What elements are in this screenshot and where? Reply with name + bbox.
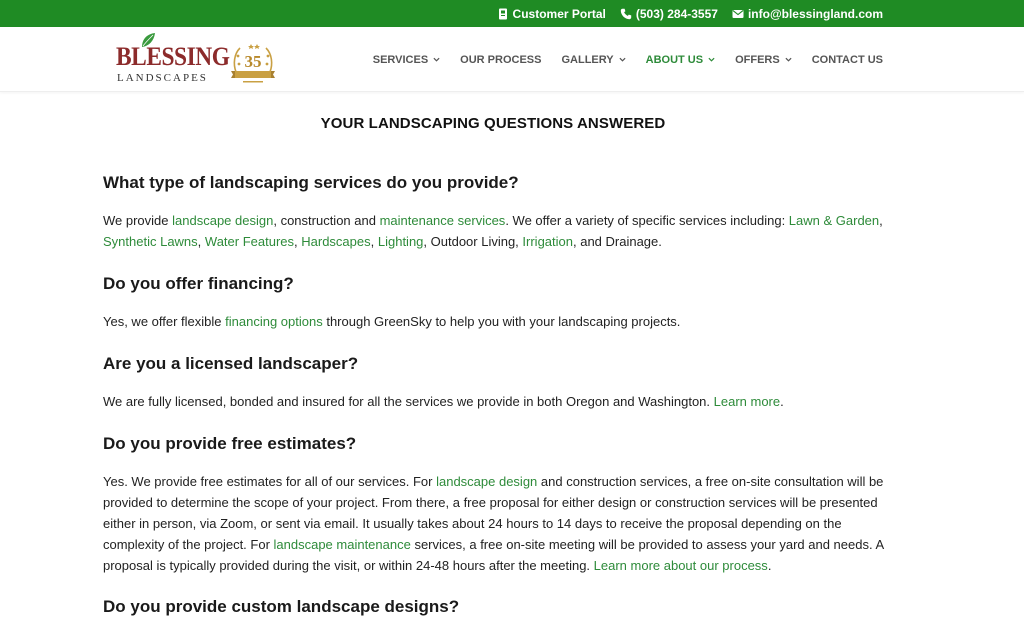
nav-services[interactable] [373, 54, 440, 66]
chevron-down-icon [708, 56, 715, 63]
hardscapes-link[interactable]: Hardscapes [301, 234, 371, 249]
answer-text: , Outdoor Living, [423, 234, 523, 249]
portal-icon [497, 8, 509, 20]
nav-contact-us[interactable] [812, 54, 883, 66]
answer-text: We are fully licensed, bonded and insured for all the services we provide in both Oregon and Washington. [103, 394, 714, 409]
email-link[interactable] [732, 7, 883, 21]
faq-answer-estimates [103, 471, 893, 576]
answer-text: , [294, 234, 302, 249]
lighting-link[interactable]: Lighting [377, 234, 424, 249]
email-label: info@blessingland.com [747, 6, 883, 21]
answer-text: , construction and [273, 213, 380, 228]
logo-wordmark: BLESSING [116, 42, 230, 71]
answer-text: , and Drainage. [572, 234, 662, 249]
phone-icon [620, 8, 632, 20]
nav-our-process-label: OUR PROCESS [460, 53, 542, 66]
answer-text: through GreenSky to help you with your landscaping projects. [322, 314, 681, 329]
answer-text: and construction services, a free on-site consultation will be provided to determine the scope of your project. From there, a free proposal for either design or construction services will be presented either in person, via Zoom, or sent via email. It usually takes about 24 hours to 14 days to receive the proposal depending on the complexity of the project. For [103, 474, 884, 552]
answer-text: We provide [103, 213, 173, 228]
anniversary-badge-icon [230, 42, 276, 86]
site-header [0, 27, 1024, 92]
nav-offers-label: OFFERS [735, 53, 780, 66]
phone-label: (503) 284-3557 [635, 6, 718, 21]
answer-text: , [879, 213, 883, 228]
answer-text: . [780, 394, 784, 409]
customer-portal-link[interactable] [497, 7, 606, 21]
faq-question-financing: Do you offer financing? [103, 274, 294, 293]
learn-more-link[interactable]: Learn more [713, 394, 781, 409]
nav-contact-us-label: CONTACT US [811, 53, 883, 66]
financing-options-link[interactable]: financing options [225, 314, 323, 329]
answer-text: . We offer a variety of specific services including: [505, 213, 789, 228]
logo-subtitle: LANDSCAPES [117, 72, 208, 84]
nav-about-us-label: ABOUT US [645, 53, 704, 66]
faq-answer-financing [103, 311, 893, 332]
faq-answer-licensed [103, 391, 893, 412]
answer-text: , [370, 234, 378, 249]
landscape-maintenance-link[interactable]: landscape maintenance [273, 537, 411, 552]
answer-text: . [767, 558, 772, 573]
main-nav [353, 27, 883, 92]
logo[interactable] [114, 29, 230, 85]
badge-number: 35 [244, 52, 262, 71]
phone-link[interactable] [620, 7, 718, 21]
nav-gallery-label: GALLERY [561, 53, 614, 66]
lawn-garden-link[interactable]: Lawn & Garden [788, 213, 880, 228]
answer-text: , [197, 234, 205, 249]
page-title: YOUR LANDSCAPING QUESTIONS ANSWERED [320, 115, 666, 132]
top-bar [0, 0, 1024, 27]
synthetic-lawns-link[interactable]: Synthetic Lawns [103, 234, 198, 249]
chevron-down-icon [785, 56, 792, 63]
chevron-down-icon [619, 56, 626, 63]
faq-question-licensed: Are you a licensed landscaper? [103, 354, 359, 373]
landscape-design-link[interactable]: landscape design [172, 213, 274, 228]
water-features-link[interactable]: Water Features [204, 234, 295, 249]
chevron-down-icon [433, 56, 440, 63]
customer-portal-label: Customer Portal [512, 6, 606, 21]
nav-our-process[interactable] [460, 54, 541, 66]
faq-question-estimates: Do you provide free estimates? [103, 434, 357, 453]
learn-more-process-link[interactable]: Learn more about our process [593, 558, 768, 573]
irrigation-link[interactable]: Irrigation [522, 234, 573, 249]
answer-text: Yes, we offer flexible [103, 314, 226, 329]
nav-offers[interactable] [735, 54, 792, 66]
faq-answer-services [103, 210, 893, 252]
answer-text: services, a free on-site meeting will be provided to assess your yard and needs. A proposal is typically provided during the visit, or within 24-48 hours after the meeting. [103, 537, 884, 573]
maintenance-services-link[interactable]: maintenance services [379, 213, 506, 228]
nav-about-us[interactable] [646, 54, 715, 66]
nav-services-label: SERVICES [372, 53, 429, 66]
top-bar-links [497, 0, 883, 27]
nav-gallery[interactable] [561, 54, 625, 66]
faq-question-custom-designs: Do you provide custom landscape designs? [103, 597, 460, 616]
faq-question-services: What type of landscaping services do you provide? [103, 173, 519, 192]
landscape-design-link[interactable]: landscape design [436, 474, 538, 489]
envelope-icon [732, 8, 744, 20]
answer-text: Yes. We provide free estimates for all of our services. For [103, 474, 437, 489]
